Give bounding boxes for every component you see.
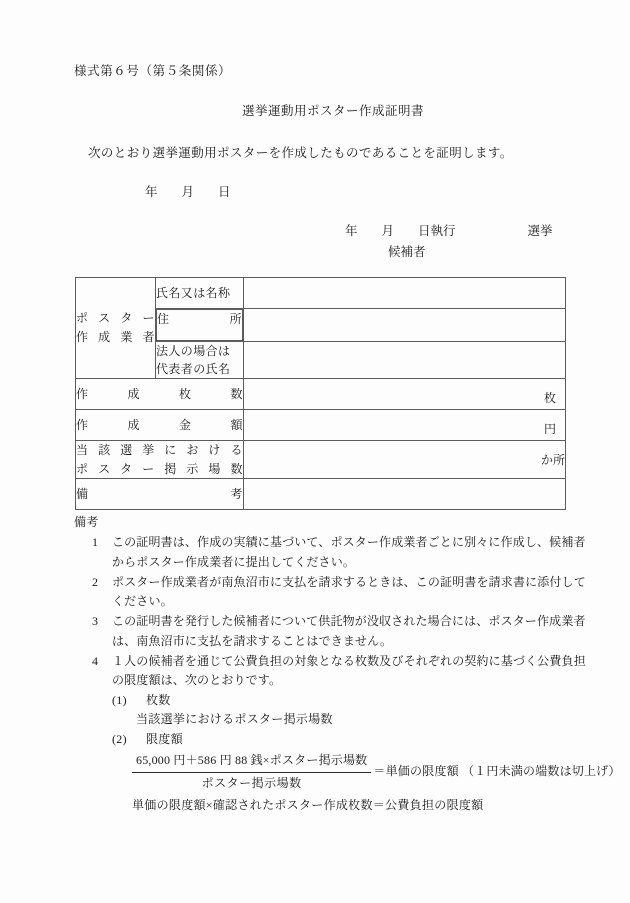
remarks-note-2 bbox=[74, 573, 590, 612]
unit-poster-posts: か所 bbox=[540, 453, 565, 468]
unit-sheets: 枚 bbox=[543, 391, 556, 405]
remarks-note-4 bbox=[74, 652, 590, 691]
exec-month-label: 月 bbox=[381, 224, 395, 238]
label-name: 氏名又は名称 bbox=[156, 278, 244, 309]
value-poster-posts[interactable] bbox=[244, 441, 566, 479]
limit-amount-formula bbox=[74, 751, 621, 793]
value-sheets[interactable] bbox=[244, 379, 566, 410]
sub-item-1-label: 枚数 bbox=[146, 692, 171, 707]
label-address: 住所 bbox=[156, 309, 243, 341]
exec-day-label: 日執行 bbox=[418, 224, 456, 238]
election-label: 選挙 bbox=[527, 224, 553, 238]
label-representative-line2: 代表者の氏名 bbox=[156, 362, 231, 376]
sub-item-1-number: (1) bbox=[112, 692, 127, 707]
table-row bbox=[76, 479, 566, 510]
date-month-label: 月 bbox=[181, 185, 195, 199]
election-execution-line bbox=[345, 221, 553, 239]
sub-item-1 bbox=[74, 691, 590, 710]
formula-denominator: ポスター掲示場数 bbox=[201, 775, 302, 790]
remarks-note-3-number: 3 bbox=[92, 614, 99, 629]
table-row bbox=[76, 278, 566, 309]
unit-amount: 円 bbox=[543, 422, 556, 436]
candidate-label: 候補者 bbox=[388, 245, 426, 259]
value-name[interactable] bbox=[244, 278, 566, 309]
sub-item-2-label: 限度額 bbox=[146, 731, 183, 746]
value-address[interactable] bbox=[244, 309, 566, 342]
remarks-note-2-text: ポスター作成業者が南魚沼市に支払を請求するときは、この証明書を請求書に添付してください。 bbox=[112, 574, 586, 609]
sub-item-1-body: 当該選挙におけるポスター掲示場数 bbox=[136, 712, 333, 727]
form-number: 様式第６号（第５条関係） bbox=[74, 64, 232, 78]
sub-item-2-number: (2) bbox=[112, 731, 127, 746]
date-day-label: 日 bbox=[218, 185, 231, 199]
remarks-note-4-text: １人の候補者を通じて公費負担の対象となる枚数及びそれぞれの契約に基づく公費負担の限度額は、次のとおりです。 bbox=[112, 653, 586, 687]
table-row bbox=[76, 379, 566, 410]
exec-year-label: 年 bbox=[345, 224, 358, 238]
formula-result: ＝単価の限度額 （１円未満の端数は切上げ） bbox=[373, 764, 621, 779]
label-representative-line1: 法人の場合は bbox=[156, 344, 231, 358]
producer-group-label-line1: ポスター bbox=[76, 311, 155, 326]
label-amount: 作成金額 bbox=[76, 410, 244, 441]
table-row bbox=[76, 441, 566, 479]
table-row bbox=[76, 410, 566, 441]
label-poster-posts: 当該選挙における ポスター掲示場数 bbox=[76, 441, 244, 479]
formula-final-line: 単価の限度額×確認されたポスター作成枚数＝公費負担の限度額 bbox=[132, 798, 484, 813]
value-table-remarks[interactable] bbox=[244, 479, 566, 510]
label-representative bbox=[156, 342, 244, 379]
producer-group-label-line2: 作成業者 bbox=[76, 330, 155, 344]
label-sheets: 作成枚数 bbox=[76, 379, 244, 410]
remarks-note-3-text: この証明書を発行した候補者について供託物が没収された場合には、ポスター作成業者は、南魚沼市に支払を請求することはできません。 bbox=[112, 614, 586, 648]
value-representative[interactable] bbox=[244, 342, 566, 379]
remarks-heading: 備考 bbox=[74, 515, 99, 529]
date-year-label: 年 bbox=[145, 185, 158, 199]
value-amount[interactable] bbox=[244, 410, 566, 441]
remarks-note-1 bbox=[74, 533, 590, 572]
remarks-note-1-number: 1 bbox=[92, 535, 99, 550]
remarks-note-3 bbox=[74, 612, 590, 651]
remarks-note-2-number: 2 bbox=[92, 574, 99, 589]
certificate-table bbox=[75, 277, 566, 510]
formula-fraction bbox=[132, 751, 371, 793]
date-line-blank bbox=[145, 182, 231, 200]
producer-group-label bbox=[76, 278, 156, 379]
remarks-section bbox=[74, 513, 621, 816]
formula-numerator: 65,000 円＋586 円 88 銭×ポスター掲示場数 bbox=[132, 751, 371, 772]
sub-item-2 bbox=[74, 730, 590, 749]
document-title: 選挙運動用ポスター作成証明書 bbox=[241, 104, 424, 118]
label-table-remarks: 備考 bbox=[76, 479, 244, 510]
remarks-note-1-text: この証明書は、作成の実績に基づいて、ポスター作成業者ごとに別々に作成し、候補者からポスター作成業者に提出してください。 bbox=[112, 535, 586, 569]
remarks-note-4-number: 4 bbox=[92, 653, 99, 668]
lead-statement: 次のとおり選挙運動用ポスターを作成したものであることを証明します。 bbox=[88, 146, 513, 160]
